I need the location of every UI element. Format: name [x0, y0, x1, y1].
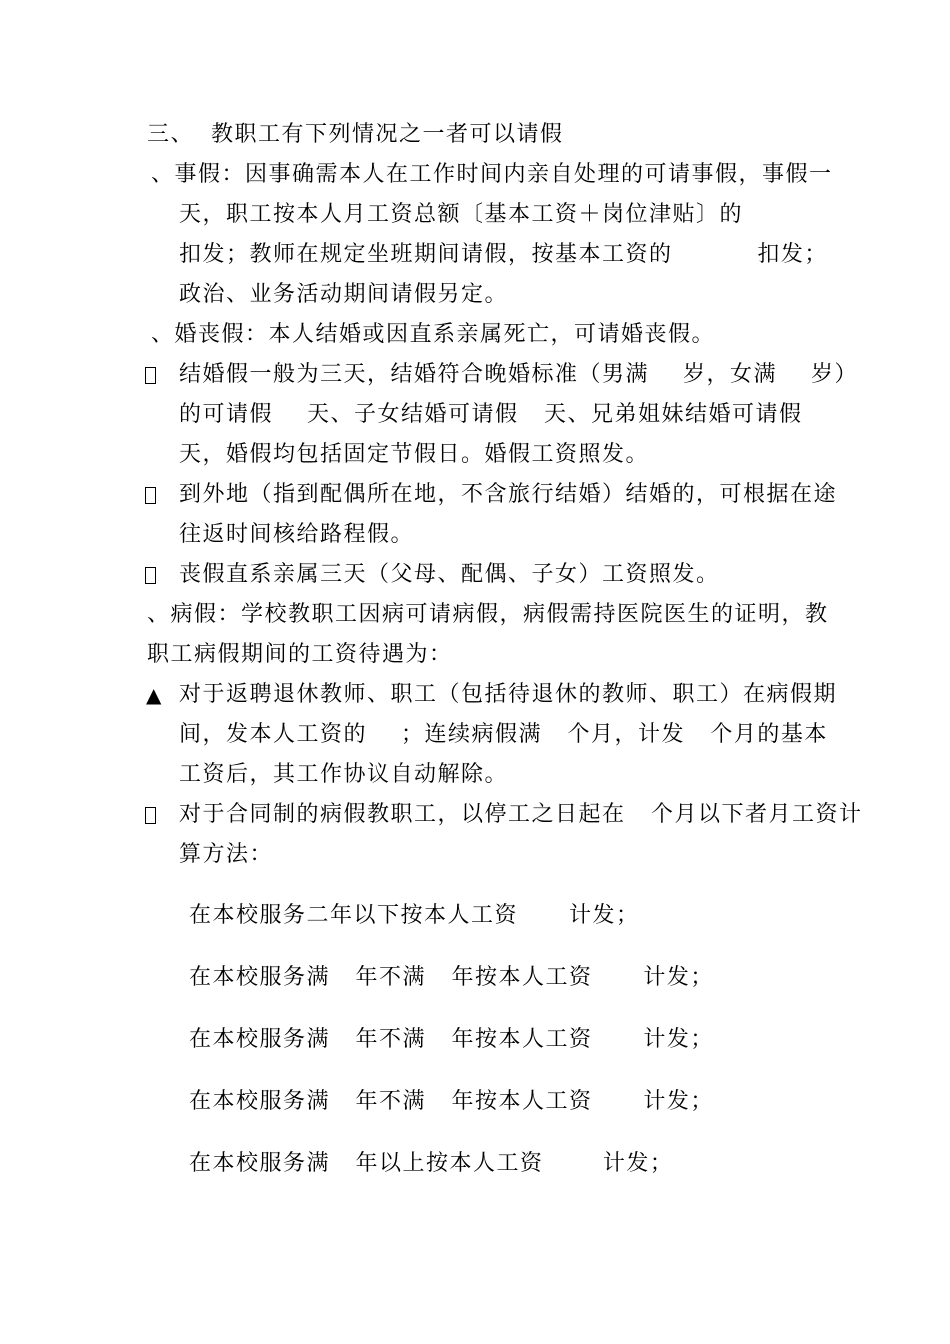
- marriage-item-1-line-3: 天，婚假均包括固定节假日。婚假工资照发。: [179, 442, 650, 467]
- personal-leave-line-3: 扣发；教师在规定坐班期间请假，按基本工资的 扣发；: [179, 242, 828, 267]
- service-tier-line: 在本校服务满 年不满 年按本人工资 计发；: [189, 965, 714, 990]
- personal-leave-line-2: 天，职工按本人月工资总额〔基本工资＋岗位津贴〕的: [179, 202, 744, 227]
- bullet-box-icon: [145, 807, 156, 824]
- sick-leave-line-2: 职工病假期间的工资待遇为：: [147, 642, 453, 667]
- sick-item-1-line-2: 间，发本人工资的 ；连续病假满 个月，计发 个月的基本: [179, 722, 828, 747]
- sick-item-2-line-1: 对于合同制的病假教职工，以停工之日起在 个月以下者月工资计: [179, 802, 863, 827]
- marriage-funeral-leave-intro: 、婚丧假：本人结婚或因直系亲属死亡，可请婚丧假。: [151, 322, 716, 347]
- bullet-box-icon: [145, 367, 156, 384]
- service-tier-line: 在本校服务满 年不满 年按本人工资 计发；: [189, 1027, 714, 1052]
- service-tier-line: 在本校服务满 年不满 年按本人工资 计发；: [189, 1089, 714, 1114]
- sick-item-1-line-1: 对于返聘退休教师、职工（包括待退休的教师、职工）在病假期: [179, 682, 838, 707]
- marriage-item-1-line-1: 结婚假一般为三天，结婚符合晚婚标准（男满 岁，女满 岁）: [179, 362, 858, 387]
- bullet-box-icon: [145, 567, 156, 584]
- marriage-item-2-line-1: 到外地（指到配偶所在地，不含旅行结婚）结婚的，可根据在途: [179, 482, 838, 507]
- marriage-item-2-line-2: 往返时间核给路程假。: [179, 522, 415, 547]
- section-heading: 三、 教职工有下列情况之一者可以请假: [147, 122, 564, 147]
- service-tier-line: 在本校服务满 年以上按本人工资 计发；: [189, 1151, 674, 1176]
- sick-item-2-line-2: 算方法：: [179, 842, 274, 867]
- sick-leave-line-1: 、病假：学校教职工因病可请病假，病假需持医院医生的证明，教: [147, 602, 829, 627]
- bullet-box-icon: [145, 487, 156, 504]
- sick-item-1-line-3: 工资后，其工作协议自动解除。: [179, 762, 509, 787]
- personal-leave-line-1: 、事假：因事确需本人在工作时间内亲自处理的可请事假，事假一: [151, 162, 833, 187]
- funeral-item-line-1: 丧假直系亲属三天（父母、配偶、子女）工资照发。: [179, 562, 720, 587]
- service-tier-line: 在本校服务二年以下按本人工资 计发；: [189, 903, 640, 928]
- triangle-bullet-icon: ▲: [146, 683, 162, 707]
- personal-leave-line-4: 政治、业务活动期间请假另定。: [179, 282, 509, 307]
- marriage-item-1-line-2: 的可请假 天、子女结婚可请假 天、兄弟姐妹结婚可请假: [179, 402, 803, 427]
